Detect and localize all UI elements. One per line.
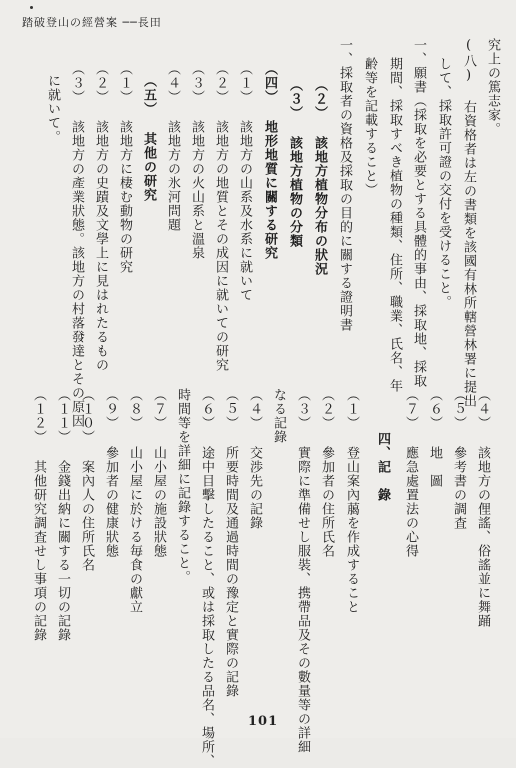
page-number: 101 — [248, 714, 279, 729]
lower-column: なる記錄 — [271, 388, 286, 444]
section-heading-records: 四、記 錄 — [375, 432, 390, 502]
upper-column: （３） 該地方植物の分類 — [287, 78, 302, 248]
upper-column: （五） 其他の研究 — [141, 74, 156, 202]
ornament-dot — [30, 6, 33, 9]
upper-column: （２） 該地方の史蹟及文學上に見はれたるもの — [93, 62, 108, 372]
upper-column: 一、採取者の資格及採取の目的に關する證明書 — [337, 38, 352, 332]
upper-column: （１） 該地方の山系及水系に就いて — [237, 62, 252, 302]
upper-column: （４） 該地方の氷河問題 — [165, 62, 180, 232]
lower-column: （７） 應急處置法の心得 — [403, 388, 418, 558]
upper-column: 一、願書（採取を必要とする具體的事由、採取地、採取 — [411, 38, 426, 388]
running-head: 踏破登山の經營案 ──長田 — [22, 16, 162, 29]
upper-column: （３） 該地方の產業狀態。該地方の村落發達とその原因 — [69, 62, 84, 428]
upper-column: 齢等を記載すること） — [362, 57, 377, 197]
lower-column: （１２） 其他研究調査せし事項の記錄 — [31, 388, 46, 642]
upper-column: （２） 該地方の地質とその成因に就いての研究 — [213, 62, 228, 372]
lower-column: （８） 山小屋に於ける毎食の獻立 — [127, 388, 142, 614]
lower-column: （３） 實際に準備せし服裝、携帶品及その數量等の詳細 — [295, 388, 310, 754]
upper-column: して、採取許可證の交付を受けること。 — [436, 57, 451, 309]
lower-column: （６） 地 圖 — [427, 388, 442, 488]
lower-column: （７） 山小屋の施設狀態 — [151, 388, 166, 558]
upper-column: 期間、採取すべき植物の種類、住所、職業、氏名、年 — [387, 57, 402, 393]
lower-column: （９） 參加者の健康狀態 — [103, 388, 118, 558]
lower-column: （６） 途中目擊したること、或は採取したる品名、場所、 — [199, 388, 214, 768]
upper-column: （２） 該地方植物分布の狀況 — [312, 78, 327, 276]
upper-column: に就いて。 — [45, 74, 60, 144]
lower-column: （１０） 案內人の住所氏名 — [79, 388, 94, 572]
upper-column: （１） 該地方に棲む動物の研究 — [117, 62, 132, 274]
upper-column: （３） 該地方の火山系と溫泉 — [189, 62, 204, 260]
upper-column: （四） 地形地質に關する研究 — [262, 62, 277, 260]
lower-column: （５） 所要時間及通過時間の豫定と實際の記錄 — [223, 388, 238, 698]
lower-column: 時間等を詳細に記錄すること。 — [175, 388, 190, 584]
lower-column: （２） 參加者の住所氏名 — [319, 388, 334, 558]
lower-column: （５） 參考書の調査 — [451, 388, 466, 530]
upper-column: 究上の篤志家。 — [485, 38, 500, 136]
upper-column: (八) 右資格者は左の書類を該國有林所轄營林署に提出 — [461, 38, 476, 408]
lower-column: （１１） 金錢出納に關する一切の記錄 — [55, 388, 70, 642]
lower-column: （１） 登山案內﨟を作成すること — [344, 388, 359, 614]
lower-column: （４） 交渉先の記錄 — [247, 388, 262, 530]
lower-column: （４） 該地方の俚謠、俗謠並に舞踊 — [475, 388, 490, 628]
